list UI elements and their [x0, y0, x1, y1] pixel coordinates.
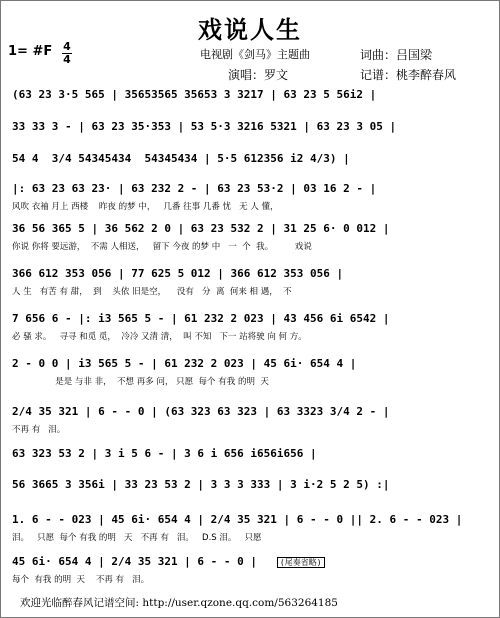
notation-line: 56 3665 3 356i | 33 23 53 2 | 3 3 3 333 | 3 i·2 5 2 5) :| — [12, 478, 390, 491]
notation-line: 36 56 365 5 | 36 562 2 0 | 63 23 532 2 | 31 25 6· 0 012 | — [12, 222, 390, 235]
notation-line: 366 612 353 056 | 77 625 5 012 | 366 612 353 056 | — [12, 267, 344, 280]
footer-note: 欢迎光临醉春风记谱空间: http://user.qzone.qq.com/563264185 — [20, 597, 338, 609]
notation-line — [12, 555, 496, 568]
notation-line: (63 23 3·5 565 | 35653565 35653 3 3217 | 63 23 5 56i2 | — [12, 88, 377, 101]
lyricist-credit: 词曲：吕国梁 — [360, 48, 433, 62]
time-signature-top: 4 — [63, 40, 71, 53]
notation-line: 2/4 35 321 | 6 - - 0 | (63 323 63 323 | 63 3323 3/4 2 - | — [12, 405, 390, 418]
transcriber-credit: 记谱：桃李醉春风 — [360, 68, 457, 82]
notation-line: 33 33 3 - | 63 23 35·353 | 53 5·3 3216 5321 | 63 23 3 05 | — [12, 120, 397, 133]
outro-omitted-tag: (尾奏省略) — [277, 557, 325, 568]
lyric-line: 每个 有我 的明 天 不再 有 泪。 — [12, 575, 150, 585]
notation-line: 1. 6 - - 023 | 45 6i· 654 4 | 2/4 35 321 | 6 - - 0 || 2. 6 - - 023 | — [12, 513, 463, 526]
source-note: 电视剧《剑马》主题曲 — [200, 48, 310, 61]
lyric-line: 泪。 只愿 每个 有我 的明 天 不再 有 泪。 D.S 泪。 只愿 — [12, 533, 262, 543]
lyric-line: 人 生 有苦 有 甜， 到 头依 旧是空， 没有 分 离 何来 相 遇， 不 — [12, 287, 292, 297]
notation-line: 63 323 53 2 | 3 i 5 6 - | 3 6 i 656 i656i656 | — [12, 447, 317, 460]
lyric-line: 不再 有 泪。 — [12, 425, 66, 435]
notation-text: 45 6i· 654 4 | 2/4 35 321 | 6 - - 0 | — [12, 555, 258, 568]
lyric-line: 是是 与非 非， 不想 再多 问， 只愿 每个 有我 的明 天 — [12, 377, 269, 387]
notation-line: 2 - 0 0 | i3 565 5 - | 61 232 2 023 | 45 6i· 654 4 | — [12, 357, 357, 370]
time-signature-bottom: 4 — [63, 53, 71, 66]
notation-line: |: 63 23 63 23· | 63 232 2 - | 63 23 53·2 | 03 16 2 - | — [12, 182, 377, 195]
key-signature: 1= #F — [8, 44, 53, 59]
lyric-line: 你说 你将 要远游， 不需 人相送， 留下 今夜 的梦 中 一 个 我。 戏说 — [12, 242, 312, 252]
singer-credit: 演唱：罗文 — [228, 68, 289, 82]
notation-line: 54 4 3/4 54345434 54345434 | 5·5 612356 i2 4/3) | — [12, 152, 350, 165]
notation-line: 7 656 6 - |: i3 565 5 - | 61 232 2 023 | 43 456 6i 6542 | — [12, 312, 390, 325]
song-title: 戏说人生 — [198, 15, 302, 44]
lyric-line: 风吹 衣袖 月上 西楼 昨夜 的梦 中， 几番 往事 几番 忧 无 人 懂， — [12, 202, 279, 212]
lyric-line: 必 骚 求。 寻寻 和觅 觅， 冷冷 又清 清， 叫 不知 下一 站将驶 向 何 方。 — [12, 332, 307, 342]
time-signature — [62, 42, 72, 65]
